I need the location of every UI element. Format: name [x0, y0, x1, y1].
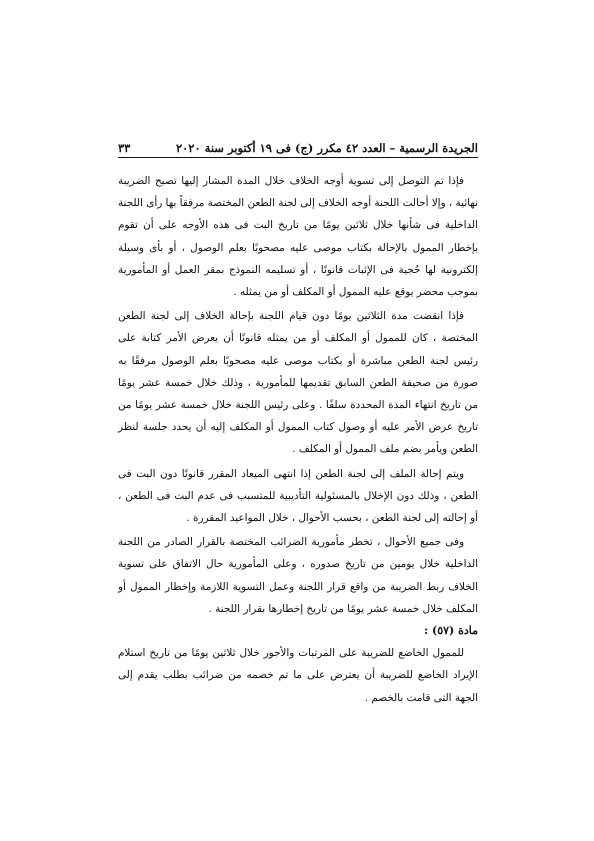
article-heading: مادة (٥٧) : [424, 624, 478, 638]
header-divider [118, 157, 478, 158]
paragraph-thirty-days: فإذا انقضت مدة الثلاثين يومًا دون قيام اللجنة بإحالة الخلاف إلى لجنة الطعن المختصة ، كان للممول أو المكلف أو من يمثله قانونًا أن يعرض الأمر كتابة على رئيس لجنة الطعن مباشرة أو بكتاب موصى عليه مصحوبًا بعلم الوصول مرفقًا به صورة من صحيفة الطعن السابق تقديمها للمأمورية ، وذلك خلال خمسة عشر يومًا من تاريخ انتهاء المدة المحددة سلفًا . وعلى رئيس اللجنة خلال خمسة عشر يومًا من تاريخ عرض الأمر عليه أو وصول كتاب الممول أو المكلف إليه أن يحدد جلسة لنظر الطعن ويأمر بضم ملف الممول أو المكلف . [118, 310, 478, 456]
paragraph-file-referral: ويتم إحالة الملف إلى لجنة الطعن إذا انتهى الميعاد المقرر قانونًا دون البت فى الطعن ، وذلك دون الإخلال بالمسئولية التأديبية للمتسبب فى عدم البت فى الطعن ، أو إحالته إلى لجنة الطعن ، بحسب الأحوال ، خلال المواعيد المقررة . [118, 467, 478, 525]
paragraph-notification: وفى جميع الأحوال ، تخطر مأمورية الضرائب المختصة بالقرار الصادر من اللجنة الداخلية خلال يومين من تاريخ صدوره ، وعلى المأمورية حال الاتفاق على تسوية الخلاف ربط الضريبة من واقع قرار اللجنة وعمل التسوية اللازمة وإخطار الممول أو المكلف خلال خمسة عشر يومًا من تاريخ إخطارها بقرار اللجنة . [118, 536, 478, 615]
article-paragraph: للممول الخاضع للضريبة على المرتبات والأجور خلال ثلاثين يومًا من تاريخ استلام الإيراد الخاضع للضريبة أن يعترض على ما تم خصمه من ضرائب بطلب يقدم إلى الجهة التى قامت بالخصم . [118, 647, 478, 704]
paragraph-settlement: فإذا تم التوصل إلى تسوية أوجه الخلاف خلال المدة المشار إليها تصبح الضريبة نهائية ، وإلا أحالت اللجنة أوجه الخلاف إلى لجنة الطعن المختصة مرفقاً بها رأى اللجنة الداخلية فى شأنها خلال ثلاثين يومًا من تاريخ البت فى هذه الأوجه على أن تقوم بإخطار الممول بالإحالة بكتاب موصى عليه مصحوبًا بعلم الوصول ، أو بأى وسيلة إلكترونية لها حُجية فى الإثبات قانونًا ، أو تسليمه النموذج بمقر العمل أو المأمورية بموجب محضر يوقع عليه الممول أو المكلف أو من يمثله . [117, 175, 478, 299]
page-header [118, 133, 478, 155]
document-body [118, 170, 478, 709]
page-number: ٣٣ [118, 141, 131, 155]
gazette-header-title: الجريدة الرسمية – العدد ٤٢ مكرر (ج) فى ١٩ أكتوبر سنة ٢٠٢٠ [175, 141, 478, 155]
